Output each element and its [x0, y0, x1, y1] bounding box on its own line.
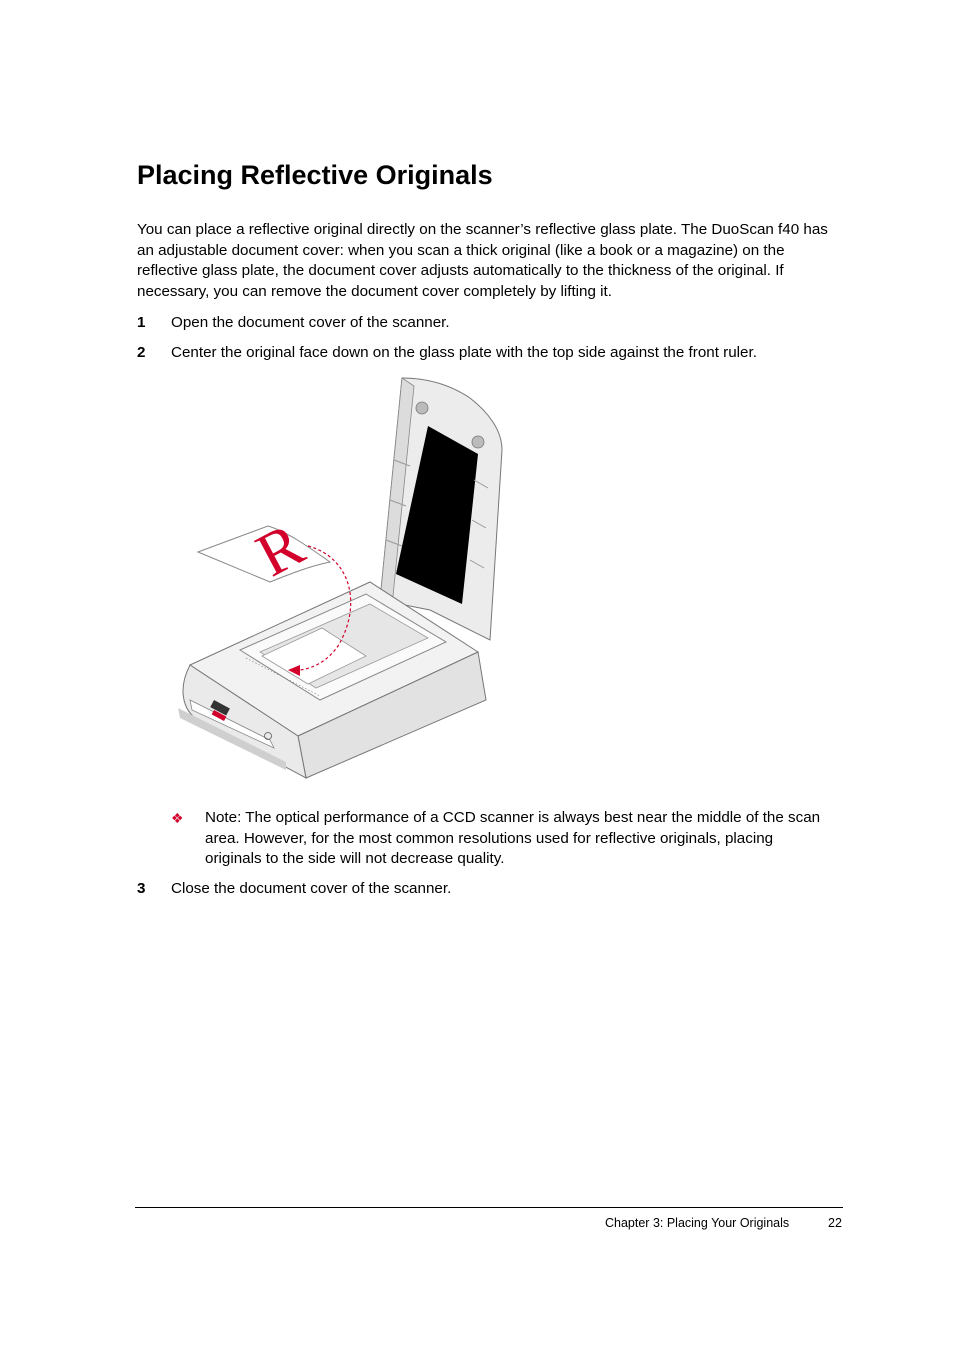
page-title: Placing Reflective Originals: [137, 160, 493, 190]
scanner-illustration: [170, 370, 510, 795]
intro-paragraph: You can place a reflective original directly on the scanner’s reflective glass plate. The DuoScan f40 has an adjustable document cover: when you scan a thick original (like a book or a magazine) on the reflective glass plate, the document cover adjusts automatically to the thickness of the original. If necessary, you can remove the document cover completely by lifting it.: [137, 221, 828, 300]
footer-divider: [135, 1207, 843, 1208]
step-number: 3: [137, 880, 146, 897]
original-sheet: [198, 510, 330, 590]
step-text: Open the document cover of the scanner.: [171, 314, 450, 331]
original-letter: R: [246, 510, 315, 591]
step-number: 2: [137, 344, 146, 361]
footer-chapter: Chapter 3: Placing Your Originals: [605, 1216, 790, 1230]
note-text: Note: The optical performance of a CCD scanner is always best near the middle of the scan area. However, for the most common resolutions used for reflective originals, placing originals to the side will not decrease quality.: [205, 809, 821, 867]
step-text: Close the document cover of the scanner.: [171, 880, 452, 897]
step-number: 1: [137, 314, 146, 331]
footer-page-number: 22: [828, 1216, 842, 1230]
step-text: Center the original face down on the glass plate with the top side against the front ruler.: [171, 344, 757, 361]
diamond-bullet-icon: ❖: [171, 810, 184, 826]
